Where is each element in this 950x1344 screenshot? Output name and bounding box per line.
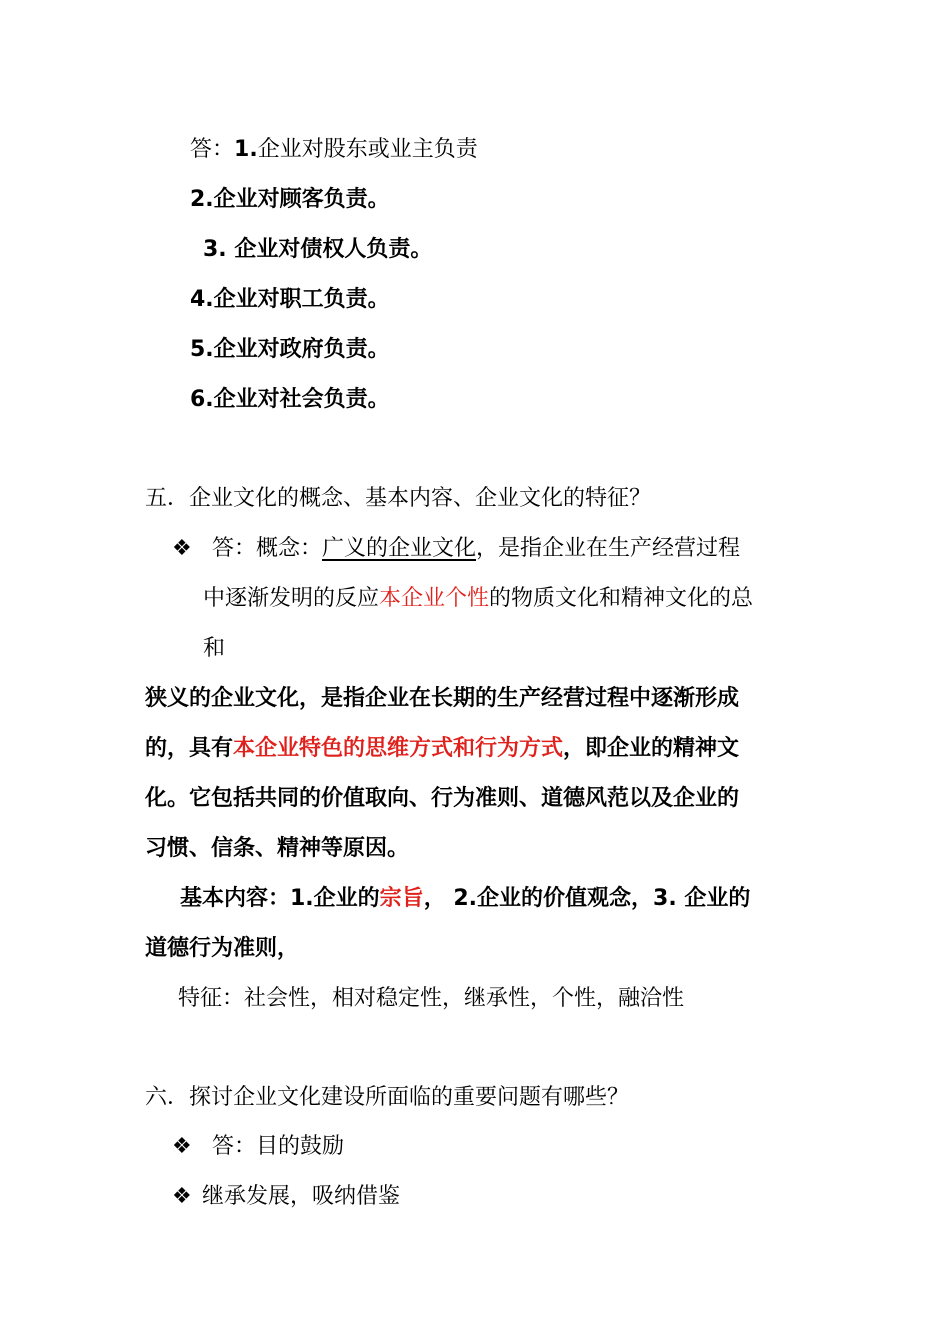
answer-item-4: 4.企业对职工负责。 (190, 287, 390, 312)
section6-item-1 (172, 1132, 344, 1162)
section5-concept-line-3: 和 (203, 636, 226, 661)
basic-content-line-2: 道德行为准则， (145, 936, 300, 961)
answer-item-5: 5.企业对政府负责。 (190, 337, 390, 362)
highlight-text: 本企业特色的思维方式和行为方式 (233, 736, 564, 761)
basic-text: 基本内容：1.企业的 (180, 886, 380, 911)
section5-concept-line-2 (203, 584, 753, 614)
basic-content-line-1 (180, 884, 750, 914)
answer-item-2: 2.企业对顾客负责。 (190, 187, 390, 212)
broad-text: ，是指企业在生产经营过程 (476, 536, 741, 561)
answer-number: 1. (234, 137, 258, 162)
diamond-bullet-icon: ❖ (172, 1184, 192, 1209)
answer-line-1 (190, 135, 478, 165)
broad-term: 广义的企业文化 (322, 536, 477, 561)
broad-text: 的物质文化和精神文化的总 (489, 586, 754, 611)
highlight-text: 宗旨 (379, 886, 424, 911)
narrow-definition-line-4: 习惯、信条、精神等原因。 (145, 836, 410, 861)
narrow-definition-line-1: 狭义的企业文化，是指企业在长期的生产经营过程中逐渐形成 (145, 686, 740, 711)
narrow-definition-line-2 (145, 734, 739, 764)
section6-item-2 (172, 1182, 400, 1212)
highlight-text: 本企业个性 (379, 586, 490, 611)
narrow-text: ，即企业的精神文 (563, 736, 740, 761)
answer-item-3: 3. 企业对债权人负责。 (203, 237, 433, 262)
section6-question: 六．探讨企业文化建设所面临的重要问题有哪些？ (145, 1085, 630, 1110)
item-text: 答：目的鼓励 (212, 1134, 345, 1159)
answer-item-6: 6.企业对社会负责。 (190, 387, 390, 412)
narrow-definition-line-3: 化。它包括共同的价值取向、行为准则、道德风范以及企业的 (145, 786, 740, 811)
section5-concept-line-1 (172, 534, 740, 564)
section5-question: 五．企业文化的概念、基本内容、企业文化的特征？ (145, 486, 652, 511)
diamond-bullet-icon: ❖ (172, 1134, 192, 1159)
basic-text: ， 2.企业的价值观念，3. 企业的 (423, 886, 751, 911)
answer-prefix: 答： (190, 137, 235, 162)
answer-text: 企业对股东或业主负责 (257, 137, 478, 162)
diamond-bullet-icon: ❖ (172, 536, 192, 561)
broad-text: 中逐渐发明的反应 (203, 586, 380, 611)
features-line: 特征：社会性，相对稳定性，继承性，个性，融洽性 (178, 986, 685, 1011)
narrow-text: 的，具有 (145, 736, 234, 761)
item-text: 继承发展，吸纳借鉴 (202, 1184, 401, 1209)
concept-prefix: 答：概念： (212, 536, 323, 561)
